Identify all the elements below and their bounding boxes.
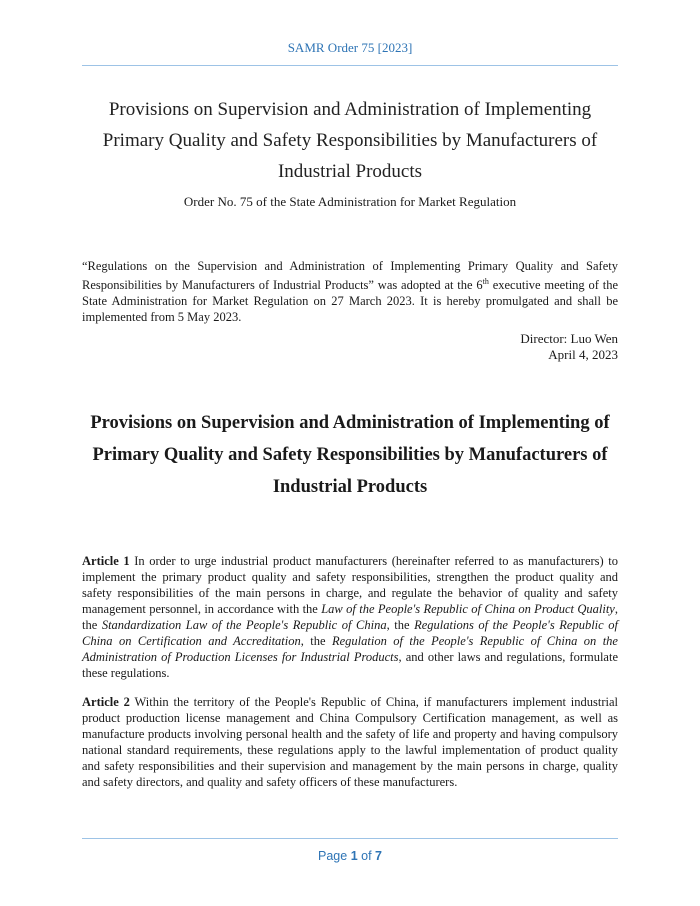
signature-date: April 4, 2023	[548, 347, 618, 362]
intro-text-2: executive meeting of the State Administration for Market Regulation on 27 March 2023. It is hereby promulgated and shall be implemented from 5 May 2023.	[82, 278, 618, 325]
article-label: Article 2	[82, 695, 130, 709]
document-title: Provisions on Supervision and Administration of Implementing Primary Quality and Safety Responsibilities by Manufacturers of Industrial Products	[102, 99, 598, 182]
article-2	[82, 694, 618, 790]
intro-text-1: “Regulations on the Supervision and Administration of Implementing Primary Quality and Safety Responsibilities by Manufacturers of Industrial Products” was adopted at the 6	[82, 259, 618, 293]
article-text: In order to urge industrial product manufacturers (hereinafter referred to as manufacturers) to implement the primary product quality and safety responsibilities, strengthen the product quality and safety responsibilities of the main persons in charge, and regulate the behavior of quality and safety management personnel, in accordance with the	[82, 554, 619, 616]
article-text: , the	[300, 634, 332, 648]
article-text: , the	[82, 602, 618, 632]
law-title: Standardization Law of the People's Republic of China	[101, 618, 387, 632]
of-word: of	[361, 849, 372, 863]
article-text: Within the territory of the People's Republic of China, if manufacturers implement industrial product production license management and China Compulsory Certification management, as well as manufacture products involving personal health and the safety of life and property and having compulsory national standard requirements, these regulations apply to the lawful implementation of product quality and safety responsibilities and their supervision and management by the main persons in charge, quality and safety directors, and quality and safety officers of these manufacturers.	[82, 695, 618, 789]
body-heading: Provisions on Supervision and Administration of Implementing of Primary Quality and Safety Responsibilities by Manufacturers of Industrial Products	[90, 413, 610, 497]
page-word: Page	[318, 849, 348, 863]
law-title: Regulation of the People's Republic of China on the Administration of Production Licenses for Industrial Products	[82, 634, 618, 664]
law-title: Regulations of the People's Republic of China on Certification and Accreditation	[82, 618, 618, 648]
promulgation-paragraph	[82, 258, 618, 325]
footer-divider	[82, 838, 618, 839]
director-line: Director: Luo Wen	[520, 331, 618, 346]
signature-block	[520, 331, 618, 363]
header-divider	[82, 65, 618, 66]
article-1	[82, 553, 618, 681]
total-pages-number: 7	[375, 849, 382, 863]
law-title: Law of the People's Republic of China on Product Quality	[321, 602, 615, 616]
current-page-number: 1	[350, 849, 358, 863]
running-header: SAMR Order 75 [2023]	[287, 40, 413, 55]
intro-superscript: th	[482, 277, 489, 286]
article-text: , and other laws and regulations, formulate these regulations.	[82, 650, 618, 680]
page-footer	[0, 849, 700, 863]
article-label: Article 1	[82, 554, 130, 568]
article-text: , the	[386, 618, 415, 632]
document-subtitle: Order No. 75 of the State Administration for Market Regulation	[183, 194, 517, 209]
